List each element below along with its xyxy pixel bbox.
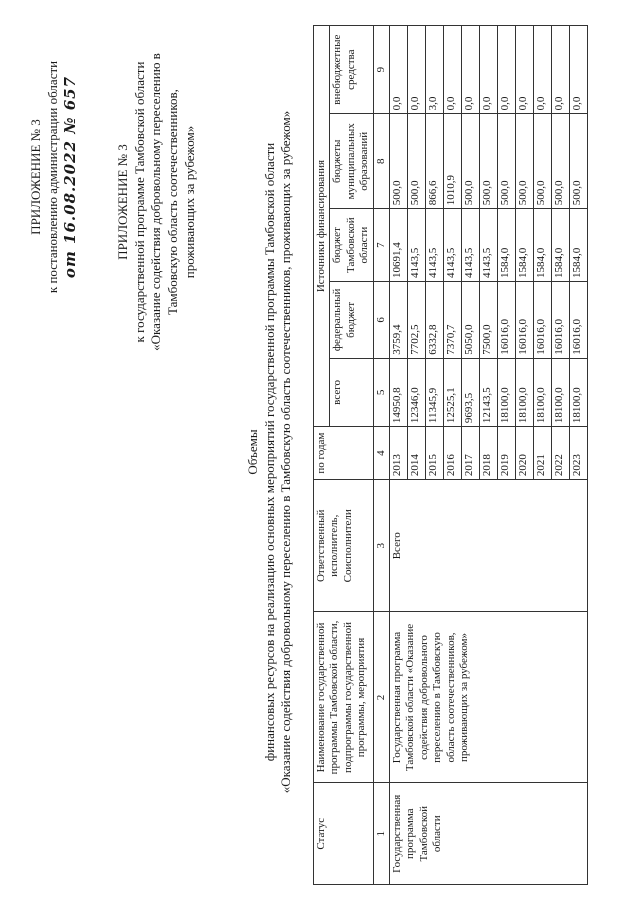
cell-offbudget: 3,0 <box>426 26 444 114</box>
cell-offbudget: 0,0 <box>552 26 570 114</box>
cell-year: 2015 <box>426 427 444 480</box>
cell-municipal: 866,6 <box>426 114 444 209</box>
cell-year: 2017 <box>462 427 480 480</box>
header-regional: бюджет Тамбовской области <box>330 209 373 282</box>
cell-municipal: 500,0 <box>516 114 534 209</box>
cell-total: 18100,0 <box>498 358 516 426</box>
cell-offbudget: 0,0 <box>462 26 480 114</box>
cell-federal: 7702,5 <box>408 282 426 359</box>
column-number-row <box>373 26 389 885</box>
cell-offbudget: 0,0 <box>480 26 498 114</box>
column-number: 9 <box>373 26 389 114</box>
column-number: 2 <box>373 612 389 783</box>
cell-regional: 4143,5 <box>426 209 444 282</box>
appendix-line-5: проживающих за рубежом» <box>181 125 197 279</box>
cell-total: 12346,0 <box>408 358 426 426</box>
cell-municipal: 500,0 <box>480 114 498 209</box>
header-executor: Ответственный исполнитель, Соисполнители <box>314 480 374 612</box>
appendix-header <box>115 17 198 387</box>
cell-regional: 10691,4 <box>390 209 408 282</box>
cell-year: 2018 <box>480 427 498 480</box>
cell-regional: 4143,5 <box>480 209 498 282</box>
cell-total: 12525,1 <box>444 358 462 426</box>
appendix-line-3: «Оказание содействия добровольному переселению в <box>148 53 164 351</box>
column-number: 1 <box>373 783 389 885</box>
cell-regional: 4143,5 <box>444 209 462 282</box>
column-number: 4 <box>373 427 389 480</box>
header-municipal: бюджеты муниципальных образований <box>330 114 373 209</box>
cell-regional: 1584,0 <box>534 209 552 282</box>
cell-federal: 6332,8 <box>426 282 444 359</box>
cell-federal: 16016,0 <box>552 282 570 359</box>
cell-municipal: 500,0 <box>462 114 480 209</box>
header-row-1 <box>314 26 330 885</box>
approval-subtitle: к постановлению администрации области <box>44 60 60 294</box>
cell-total: 18100,0 <box>570 358 588 426</box>
cell-regional: 1584,0 <box>498 209 516 282</box>
cell-federal: 5050,0 <box>462 282 480 359</box>
title-line-1: Объемы <box>245 429 260 475</box>
appendix-line-4: Тамбовскую область соотечественников, <box>164 89 180 315</box>
executor-cell: Всего <box>390 480 588 612</box>
cell-total: 18100,0 <box>552 358 570 426</box>
appendix-title: ПРИЛОЖЕНИЕ № 3 <box>115 144 130 260</box>
approval-title: ПРИЛОЖЕНИЕ № 3 <box>28 119 43 235</box>
appendix-line-2: к государственной программе Тамбовской области <box>131 61 147 343</box>
cell-federal: 7500,0 <box>480 282 498 359</box>
cell-municipal: 500,0 <box>390 114 408 209</box>
cell-federal: 3759,4 <box>390 282 408 359</box>
column-number: 7 <box>373 209 389 282</box>
cell-municipal: 500,0 <box>408 114 426 209</box>
cell-federal: 16016,0 <box>498 282 516 359</box>
cell-municipal: 500,0 <box>570 114 588 209</box>
column-number: 3 <box>373 480 389 612</box>
header-offbudget: внебюджетные средства <box>330 26 373 114</box>
rotated-page <box>20 17 620 887</box>
status-cell: Государственная программа Тамбовской области <box>390 783 588 885</box>
cell-regional: 1584,0 <box>570 209 588 282</box>
table-body <box>390 26 588 885</box>
cell-offbudget: 0,0 <box>390 26 408 114</box>
cell-total: 9693,5 <box>462 358 480 426</box>
cell-year: 2021 <box>534 427 552 480</box>
financing-table <box>313 25 588 885</box>
table-row <box>390 26 408 885</box>
cell-offbudget: 0,0 <box>444 26 462 114</box>
cell-year: 2023 <box>570 427 588 480</box>
column-number: 5 <box>373 358 389 426</box>
approval-stamp <box>28 27 80 327</box>
cell-regional: 1584,0 <box>516 209 534 282</box>
cell-year: 2020 <box>516 427 534 480</box>
cell-federal: 16016,0 <box>570 282 588 359</box>
header-status: Статус <box>314 783 374 885</box>
cell-offbudget: 0,0 <box>498 26 516 114</box>
cell-municipal: 500,0 <box>498 114 516 209</box>
cell-regional: 1584,0 <box>552 209 570 282</box>
cell-regional: 4143,5 <box>408 209 426 282</box>
cell-total: 18100,0 <box>534 358 552 426</box>
cell-municipal: 500,0 <box>534 114 552 209</box>
program-name-cell: Государственная программа Тамбовской области «Оказание содействия добровольного переселению в Тамбовскую область соотечественников, проживающих за рубежом» <box>390 612 588 783</box>
cell-offbudget: 0,0 <box>516 26 534 114</box>
cell-year: 2019 <box>498 427 516 480</box>
cell-total: 14950,8 <box>390 358 408 426</box>
header-sources: Источники финансирования <box>314 26 330 427</box>
cell-total: 11345,9 <box>426 358 444 426</box>
title-line-3: «Оказание содействия добровольному переселению в Тамбовскую область соотечественников, проживающих за рубежом» <box>278 110 294 794</box>
cell-offbudget: 0,0 <box>570 26 588 114</box>
cell-federal: 7370,7 <box>444 282 462 359</box>
cell-offbudget: 0,0 <box>534 26 552 114</box>
cell-year: 2016 <box>444 427 462 480</box>
cell-federal: 16016,0 <box>516 282 534 359</box>
header-total: всего <box>330 358 373 426</box>
approval-signature: от 16.08.2022 № 657 <box>61 75 80 279</box>
cell-total: 12143,5 <box>480 358 498 426</box>
header-federal: федеральный бюджет <box>330 282 373 359</box>
cell-year: 2022 <box>552 427 570 480</box>
column-number: 6 <box>373 282 389 359</box>
cell-total: 18100,0 <box>516 358 534 426</box>
header-by-years: по годам <box>314 427 374 480</box>
cell-regional: 4143,5 <box>462 209 480 282</box>
column-number: 8 <box>373 114 389 209</box>
document-title <box>245 27 295 877</box>
cell-municipal: 500,0 <box>552 114 570 209</box>
header-name: Наименование государственной программы Тамбовской области, подпрограммы государственной программы, мероприятия <box>314 612 374 783</box>
cell-offbudget: 0,0 <box>408 26 426 114</box>
cell-federal: 16016,0 <box>534 282 552 359</box>
cell-municipal: 1010,9 <box>444 114 462 209</box>
cell-year: 2014 <box>408 427 426 480</box>
title-line-2: финансовых ресурсов на реализацию основных мероприятий государственной программы Тамбовской области <box>261 142 277 762</box>
cell-year: 2013 <box>390 427 408 480</box>
